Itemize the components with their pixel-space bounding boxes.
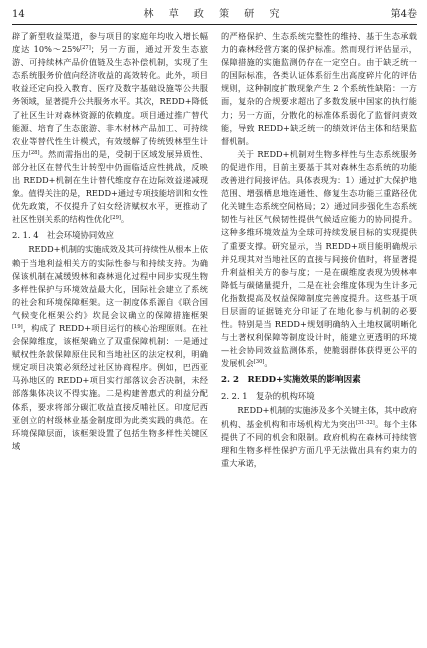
- paragraph-safeguard-gaps: 的严格保护、生态系统完整性的维持、基于生态承载力的森林经营方案的保护标准。然而现行评估显示，保障措施的实施监测仍存在一定空白。由于缺乏统一的国际标准，各类认证体系衍生出高度碎片化的评估规则，这种制度扩散现象产生 2 个系统性缺陷：一方面，复杂的合规要求超出了多数发展中国家的执行能力；另一方面，分散化的标准体系弱化了监督问责效能，导致 REDD+缺乏统一的绩效评估主体和结果监督机制。: [221, 31, 417, 146]
- section-heading-2-2: 2. 2 REDD+实施效果的影响因素: [221, 375, 361, 386]
- page-header: [12, 6, 417, 24]
- section-heading-2-1-4: 2. 1. 4 社会环境协同效应: [12, 230, 115, 241]
- citation: [31-32]: [355, 419, 375, 426]
- section-heading-2-2-1: 2. 2. 1 复杂的机构环境: [221, 391, 315, 402]
- citation: [29]: [110, 215, 121, 222]
- citation: [19]: [12, 323, 23, 330]
- paragraph-livelihood-income: 辟了新型收益渠道，参与项目的家庭年均收入增长幅度达 10%～25%[27]；另一方面，通过开发生态旅游、可持续林产品价值链及生态补偿机制，实现了生态系统服务价值向经济收益的高效转化。此外，项目收益还定向投入教育、医疗及数字基础设施等公共服务领域，显著提升公共服务水平。其次，REDD+降低了社区生计对森林资源的依赖度。项目通过推广替代能源、培育了生态旅游、非木材林产品加工、可持续农业等替代性生计模式，有效缓解了传统毁林型生计压力[28]。然而需指出的是，受制于区域发展异质性、部分社区在替代生计转型中仍面临适应性挑战，反映出 REDD+机制在生计替代维度存在边际效益递减现象。值得关注的是，REDD+通过专项技能培训和女性优先政策，不仅提升了妇女经济赋权水平，更推动了社区性别关系的结构性优化[29]。: [12, 31, 208, 225]
- citation: [28]: [28, 149, 40, 156]
- header-rule: [12, 24, 417, 25]
- volume-label: 第4卷: [390, 9, 417, 20]
- page-number: 14: [12, 9, 25, 20]
- citation: [30]: [253, 359, 265, 366]
- citation: [27]: [80, 45, 91, 52]
- left-column: [12, 30, 208, 644]
- journal-title: 林 草 政 策 研 究: [143, 9, 286, 20]
- paragraph-biodiversity: 关于 REDD+机制对生物多样性与生态系统服务的促进作用，目前主要基于其对森林生态系统的功能改善进行间接评估。具体表现为：1）通过扩大保护地范围、增强栖息地连通性、修复生态功能三重路径优化关键生态系统空间格局；2）通过同步强化生态系统韧性与社区气候韧性提供气候适应能力的协同提升。这种多维环境效益为全球可持续发展目标的实现提供了重要支撑。研究显示，当 REDD+项目能明确规示并兑现其对当地社区的直接与间接价值时，将显著提升利益相关方的参与度；一是在碳维度表现为毁林率降低与碳储量提升，二是在社会维度体现为生计多元化指数提高及权益保障制度完善度提升。这些基于项目层面的证据链充分印证了在地化参与机制的必要性。特别是当 REDD+规划明确纳入土地权属明晰化与土著权利保障等制度设计时，能建立更透明的环境—社会协同效益监测体系，使脆弱群体获得更公平的发展机会[30]。: [221, 148, 417, 369]
- paragraph-safeguards: REDD+机制的实施成效及其可持续性从根本上依赖于当地利益相关方的实际性参与和持续支持。为确保该机制在减缓毁林和森林退化过程中同步实现生物多样性保护与环境效益最大化，国际社会建立了系统的社会和环境保障框架。这一制度体系源自《联合国气候变化框架公约》坎昆会议确立的保障措施框架[19]，构成了 REDD+项目运行的核心治理原则。在社会保障维度，该框架确立了双重保障机制：一是通过赋权性条款保障原住民和当地社区的法定权利，明确规定项目决策必须经过社区协商程序。例如，巴西亚马孙地区的 REDD+项目实行部落议会否决制，未经部落集体决议不得实施。二是构建普惠式的利益分配体系，要求将部分碳汇收益直接反哺社区。印度尼西亚创立的村级林业基金制度即为此类实践的典范。在环境保障层面，该框架设置了包括生物多样性关键区域: [12, 244, 208, 451]
- paragraph-institutions: REDD+机制的实施涉及多个关键主体，其中政府机构、基金机构和市场机构尤为突出[31-32]。每个主体提供了不同的机会和限制。政府机构在森林可持续管理和生物多样性保护方面几乎无法做出具有约束力的重大承诺，: [221, 405, 417, 468]
- right-column: [221, 30, 417, 644]
